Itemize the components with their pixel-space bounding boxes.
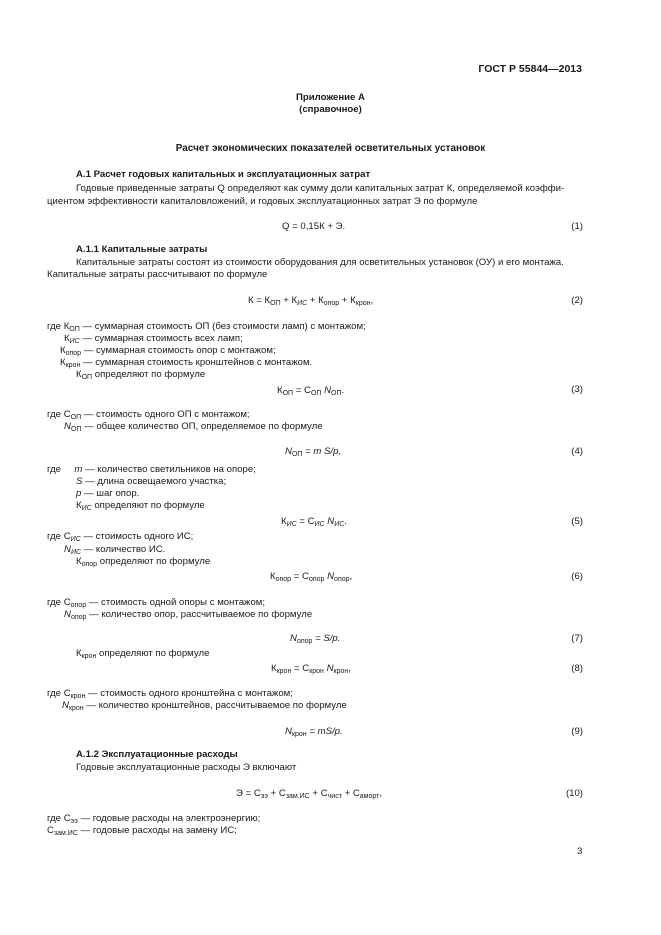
where-line: где m — количество светильников на опоре;: [47, 464, 256, 475]
equation-number: (7): [571, 633, 583, 644]
where-line: p — шаг опор.: [76, 488, 140, 499]
equation-number: (5): [571, 516, 583, 527]
where-line: где $С_{опор}$ — стоимость одной опоры с монтажом;: [47, 597, 266, 609]
formula-8: $К_{крон} = С_{крон}$ $N_{крон}$,: [271, 663, 351, 675]
paragraph: Капитальные затраты состоят из стоимости оборудования для осветительных установок (ОУ) и его монтажа.: [76, 257, 564, 268]
equation-number: (1): [571, 221, 583, 232]
paragraph: Капитальные затраты рассчитывают по формуле: [47, 269, 268, 280]
where-line: $N_{ОП}$ — общее количество ОП, определяемое по формуле: [64, 421, 323, 433]
equation-number: (2): [571, 295, 583, 306]
equation-number: (10): [565, 788, 583, 799]
equation-number: (6): [571, 571, 583, 582]
section-a11-heading: А.1.1 Капитальные затраты: [76, 244, 208, 255]
annex-subtitle: (справочное): [299, 104, 362, 115]
doc-id: ГОСТ Р 55844—2013: [478, 63, 582, 75]
where-line: $N_{ИС}$ — количество ИС.: [64, 544, 166, 556]
annex-title: Приложение А: [296, 92, 365, 103]
where-line: $N_{опор}$ — количество опор, рассчитываемое по формуле: [64, 609, 313, 621]
paragraph: циентом эффективности капиталовложений, и годовых эксплуатационных затрат Э по формуле: [47, 196, 478, 207]
where-line: $К_{ИС}$ определяют по формуле: [76, 500, 205, 512]
formula-4: $N_{ОП} = m$ S/p,: [285, 446, 342, 458]
where-line: $К_{опор}$ определяют по формуле: [76, 556, 211, 568]
formula-1: Q = 0,15К + Э.: [282, 221, 346, 232]
equation-number: (9): [571, 726, 583, 737]
where-line: где $С_{ОП}$ — стоимость одного ОП с монтажом;: [47, 409, 250, 421]
where-line: где $С_{ИС}$ — стоимость одного ИС;: [47, 531, 194, 543]
where-line: S — длина освещаемого участка;: [76, 476, 227, 487]
where-line: $К_{ОП}$ определяют по формуле: [76, 369, 206, 381]
where-line: $К_{ИС}$ — суммарная стоимость всех ламп;: [64, 333, 243, 345]
paragraph: Годовые приведенные затраты Q определяют как сумму доли капитальных затрат К, определяемой коэффи-: [76, 183, 565, 194]
where-line: $К_{опор}$ — суммарная стоимость опор с монтажом;: [60, 345, 276, 357]
section-a12-heading: А.1.2 Эксплуатационные расходы: [76, 749, 238, 760]
formula-2: $К = К_{ОП} + К_{ИС} + К_{опор} + К_{крон}$,: [248, 295, 374, 307]
where-line: $N_{крон}$ — количество кронштейнов, рассчитываемое по формуле: [62, 700, 347, 712]
where-line: где $С_{ээ}$ — годовые расходы на электроэнергию;: [47, 813, 261, 825]
where-line: $С_{зам.ИС}$ — годовые расходы на замену ИС;: [47, 825, 237, 837]
formula-9: $N_{крон} = mS/p$.: [285, 726, 343, 738]
where-line: $К_{крон}$ — суммарная стоимость кронштейнов с монтажом.: [60, 357, 313, 369]
where-line: где $С_{крон}$ — стоимость одного кронштейна с монтажом;: [47, 688, 293, 700]
formula-10: $Э = С_{ээ} + С_{зам.ИС} + С_{чист} + С_{аморт}$,: [236, 788, 382, 800]
where-line: где $К_{ОП}$ — суммарная стоимость ОП (без стоимости ламп) с монтажом;: [47, 321, 366, 333]
where-line: $К_{крон}$ определяют по формуле: [76, 648, 210, 660]
section-a1-heading: А.1 Расчет годовых капитальных и эксплуатационных затрат: [76, 169, 371, 180]
formula-6: $К_{опор} = С_{опор}$ $N_{опор}$,: [270, 571, 353, 583]
formula-3: $К_{ОП} = С_{ОП}$ $N_{ОП}$.: [277, 385, 345, 397]
page-title: Расчет экономических показателей осветительных установок: [175, 143, 486, 154]
equation-number: (3): [571, 384, 583, 395]
page-number: 3: [577, 846, 583, 857]
equation-number: (8): [571, 663, 583, 674]
paragraph: Годовые эксплуатационные расходы Э включают: [76, 762, 297, 773]
formula-7: $N_{опор} = S/p$.: [290, 633, 341, 645]
equation-number: (4): [571, 446, 583, 457]
formula-5: $К_{ИС} = С_{ИС}$ $N_{ИС}$.: [281, 516, 347, 528]
